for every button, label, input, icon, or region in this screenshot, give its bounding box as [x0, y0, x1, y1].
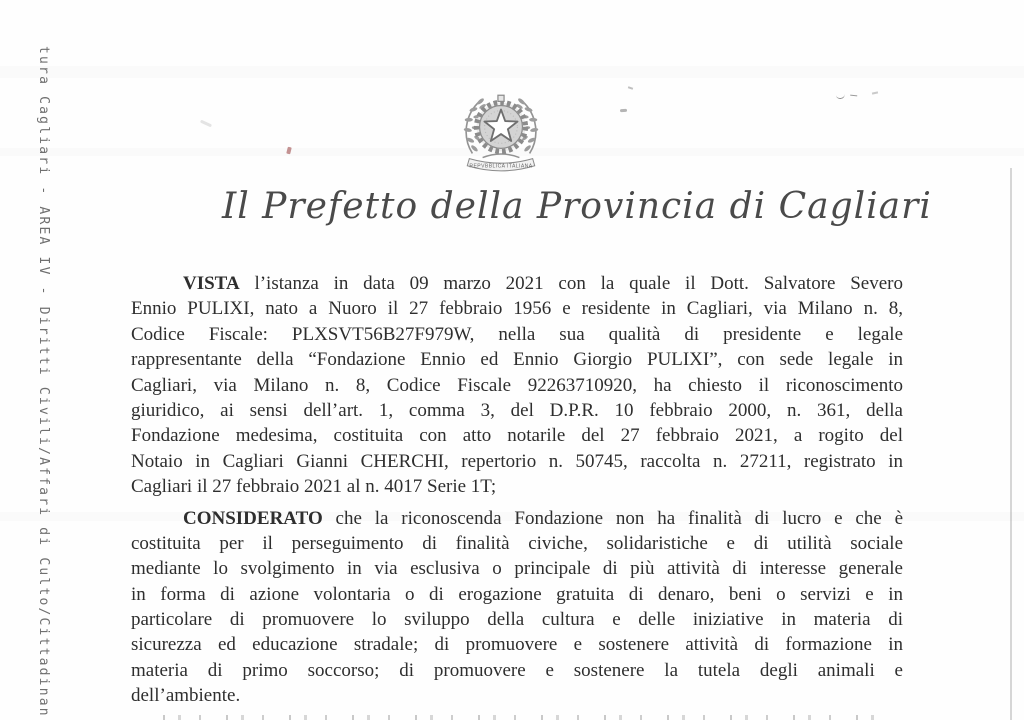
scan-noise-band [0, 66, 1024, 78]
scan-edge-line [1010, 168, 1012, 720]
text-line: Fondazione medesima, costituita con atto notarile del 27 febbraio 2021, a rogito del [131, 425, 903, 447]
paragraph-lead: CONSIDERATO [183, 507, 323, 529]
text-line: giuridico, ai sensi dell’art. 1, comma 3, del D.P.R. 10 febbraio 2000, n. 361, della [131, 399, 903, 421]
text-run: l’istanza in data 09 marzo 2021 con la quale il Dott. Salvatore Severo [239, 273, 903, 294]
text-line: Ennio PULIXI, nato a Nuoro il 27 febbraio 1956 e residente in Cagliari, via Milano n. 8, [131, 298, 903, 320]
emblem-banner [467, 159, 534, 171]
scan-artifact [628, 86, 633, 89]
text-line: sicurezza ed educazione stradale; di promuovere e sostenere attività di formazione in [131, 634, 903, 656]
text-line: particolare di promuovere lo sviluppo della cultura e delle iniziative in materia di [131, 609, 903, 631]
paragraph-vista [131, 271, 903, 500]
text-line: Notaio in Cagliari Gianni CHERCHI, repertorio n. 50745, raccolta n. 27211, registrato in [131, 450, 903, 472]
italian-republic-emblem-svg [454, 86, 548, 176]
emblem-banner-text: REPVBBLICA ITALIANA [469, 163, 533, 170]
clipped-next-line [152, 715, 888, 720]
italian-republic-emblem [454, 86, 548, 176]
text-run: che la riconoscenda Fondazione non ha finalità di lucro e che è [322, 507, 903, 529]
paragraph-lead: VISTA [183, 273, 240, 294]
text-line [131, 506, 903, 531]
document-body [131, 271, 903, 709]
text-line: rappresentante della “Fondazione Ennio ed Ennio Giorgio PULIXI”, con sede legale in [131, 349, 903, 371]
letterhead-title: Il Prefetto della Provincia di Cagliari [222, 186, 932, 227]
scan-artifact [872, 91, 878, 94]
paragraph-considerato [131, 506, 903, 709]
text-line [131, 271, 903, 296]
scan-artifact [620, 109, 627, 112]
text-line: materia di primo soccorso; di promuovere e sostenere la tutela degli animali e [131, 659, 903, 681]
text-line: costituita per il perseguimento di finalità civiche, solidaristiche e di utilità sociale [131, 532, 903, 554]
text-line: mediante lo svolgimento in via esclusiva o principale di più attività di interesse generale [131, 558, 903, 580]
text-line: Codice Fiscale: PLXSVT56B27F979W, nella sua qualità di presidente e legale [131, 323, 903, 345]
scan-artifact [286, 147, 292, 155]
scan-artifact [836, 92, 846, 99]
text-line: Cagliari il 27 febbraio 2021 al n. 4017 Serie 1T; [131, 476, 497, 498]
scan-artifact [850, 95, 857, 101]
text-line: in forma di azione volontaria o di erogazione gratuita di denaro, beni o servizi e in [131, 583, 903, 605]
scan-artifact [200, 120, 212, 128]
text-line: dell’ambiente. [131, 685, 241, 707]
text-line: Cagliari, via Milano n. 8, Codice Fiscale 92263710920, ha chiesto il riconoscimento [131, 374, 903, 396]
vertical-fax-header-label: tura Cagliari - AREA IV - Diritti Civili/Affari di Culto/Cittadinan [36, 46, 51, 718]
